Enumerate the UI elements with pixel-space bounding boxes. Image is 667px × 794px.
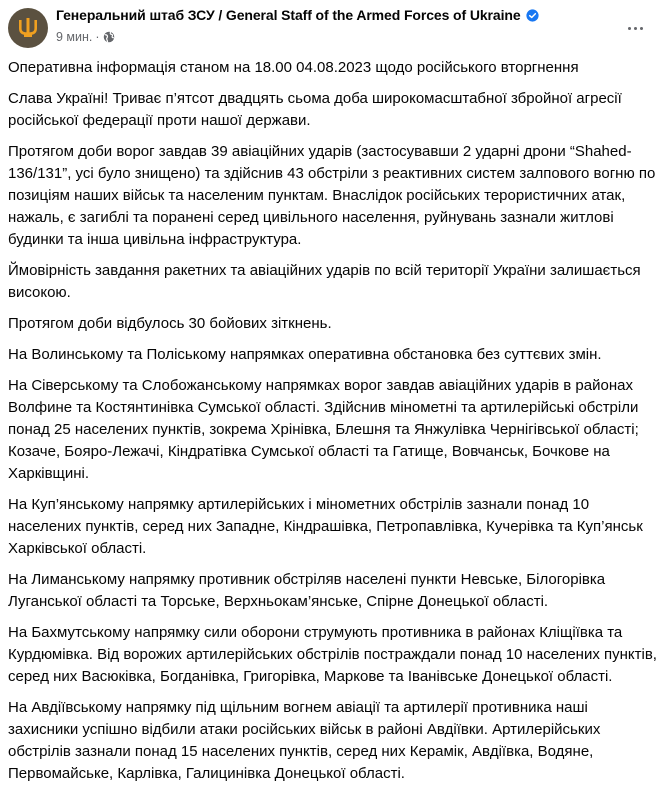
more-options-icon (640, 27, 643, 30)
post-paragraph: Протягом доби ворог завдав 39 авіаційних ударів (застосувавши 2 ударні дрони “Shahed-136/131”, усі було знищено) та здійснив 43 обстріли з реактивних систем залпового вогню по позиціям наших військ та населеним пунктам. Внаслідок російських терористичних атак, нажаль, є загиблі та поранені серед цивільного населення, руйнувань зазнали житлові будинки та інша цивільна інфраструктура. (8, 143, 656, 248)
post-paragraph: Ймовірність завдання ракетних та авіаційних ударів по всій території України залишається високою. (8, 262, 641, 301)
more-options-icon (628, 27, 631, 30)
author-name[interactable]: Генеральний штаб ЗСУ / General Staff of the Armed Forces of Ukraine (56, 7, 521, 23)
more-options-button[interactable] (622, 18, 648, 38)
post-paragraph: На Куп’янському напрямку артилерійських і мінометних обстрілів зазнали понад 10 населених пунктів, серед них Западне, Кіндрашівка, Петропавлівка, Кучерівка та Куп’янськ Харківської області. (8, 496, 643, 557)
meta-separator: · (95, 30, 100, 44)
post-header (0, 0, 667, 54)
post-timestamp[interactable]: 9 мин. (56, 30, 93, 44)
globe-icon[interactable] (103, 31, 115, 43)
verified-badge-icon (526, 9, 539, 22)
post-paragraph: На Волинському та Поліському напрямках оперативна обстановка без суттєвих змін. (8, 346, 602, 363)
author-row (56, 7, 539, 23)
more-options-icon (634, 27, 637, 30)
post-paragraph: На Лиманському напрямку противник обстріляв населені пункти Невське, Білогорівка Луганської області та Торське, Верхньокам’янське, Спірне Донецької області. (8, 571, 606, 610)
post-body (8, 57, 658, 794)
post-paragraph: На Сіверському та Слобожанському напрямках ворог завдав авіаційних ударів в районах Волфине та Костянтинівка Сумської області. Здійснив мінометні та артилерійські обстріли понад 25 населених пунктів, зокрема Хрінівка, Блешня та Янжулівка Чернігівської області; Козаче, Бояро-Лежачі, Кіндратівка Сумської області та Гатище, Вовчанськ, Бочкове на Харківщині. (8, 377, 639, 482)
trident-icon (18, 17, 38, 39)
post-paragraph: Слава Україні! Триває п’ятсот двадцять сьома доба широкомасштабної збройної агресії російської федерації проти нашої держави. (8, 90, 622, 129)
post-meta (56, 30, 115, 44)
post-paragraph: Протягом доби відбулось 30 бойових зіткнень. (8, 315, 332, 332)
post-paragraph: На Бахмутському напрямку сили оборони струмують противника в районах Кліщіївка та Курдюмівка. Від ворожих артилерійських обстрілів постраждали понад 10 населених пунктів, серед них Васюківка, Богданівка, Григорівка, Маркове та Іванівське Донецької області. (8, 624, 657, 685)
author-avatar[interactable] (8, 8, 48, 48)
post-paragraph: На Авдіївському напрямку під щільним вогнем авіації та артилерії противника наші захисники успішно відбили атаки російських військ в районі Авдіївки. Артилерійських обстрілів зазнали понад 15 населених пунктів, серед них Керамік, Авдіївка, Водяне, Первомайське, Карлівка, Галицинівка Донецької області. (8, 699, 601, 782)
post-paragraph: Оперативна інформація станом на 18.00 04.08.2023 щодо російського вторгнення (8, 59, 579, 76)
